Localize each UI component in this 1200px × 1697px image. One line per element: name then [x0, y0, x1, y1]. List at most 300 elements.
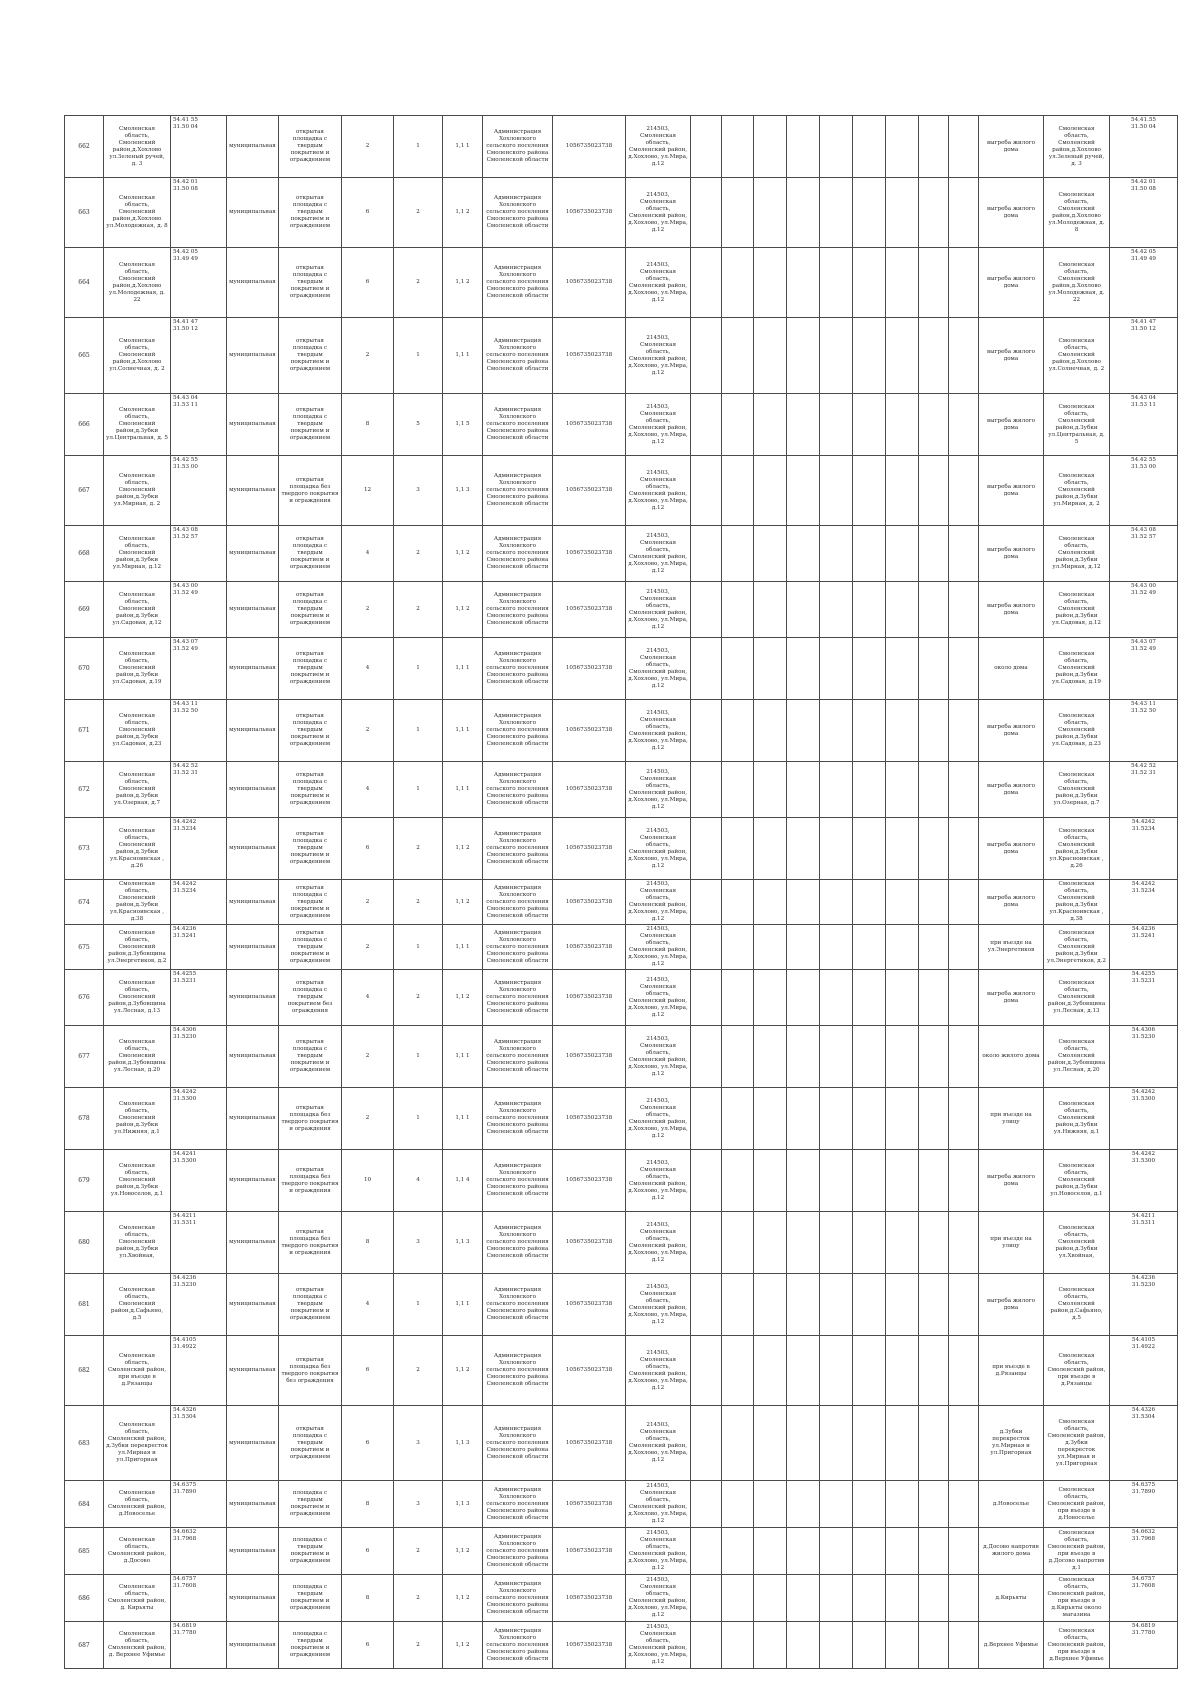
- empty-cell: [787, 925, 820, 970]
- coordinate-value: 54.4242: [1131, 1151, 1156, 1157]
- site-coordinates-cell: [171, 582, 227, 638]
- owner-org-cell: Администрация Хохловского сельского поселения Смоленского района Смоленской области: [483, 1336, 553, 1406]
- ogrn-cell: 1056735023738: [553, 1150, 626, 1212]
- owner-address-cell: 214503, Смоленская область, Смоленский район, д.Хохлово, ул.Мира, д.12: [626, 1026, 691, 1088]
- site-address-cell: Смоленская область, Смоленский район,д.Зубки ул.Садовая, д.19: [104, 638, 171, 700]
- owner-address-cell: 214503, Смоленская область, Смоленский район, д.Хохлово, ул.Мира, д.12: [626, 1481, 691, 1528]
- site-address-cell: Смоленская область, Смоленский район,д.Хохлово ул.Молодежная, д. 8: [104, 178, 171, 248]
- table-row: [65, 456, 1178, 526]
- coordinate-value: 31.52 57: [1131, 534, 1156, 540]
- empty-cell: [722, 1150, 754, 1212]
- empty-cell: [820, 1622, 853, 1669]
- coordinate-value: 31.50 04: [1131, 124, 1156, 130]
- coordinate-value: 31.7780: [1131, 1630, 1156, 1636]
- cover-type-cell: открытая площадка с твердым покрытием и ограждением: [279, 116, 342, 178]
- empty-cell: [949, 1150, 979, 1212]
- source-address-cell: Смоленская область, Смоленский район,д.Зубки ул.Красноивская , д.38: [1044, 880, 1110, 925]
- table-row: [65, 318, 1178, 394]
- owner-address-cell: 214503, Смоленская область, Смоленский район, д.Хохлово, ул.Мира, д.12: [626, 582, 691, 638]
- empty-cell: [853, 1481, 886, 1528]
- ogrn-cell: 1056735023738: [553, 762, 626, 818]
- empty-cell: [787, 880, 820, 925]
- empty-cell: [787, 700, 820, 762]
- empty-cell: [820, 456, 853, 526]
- empty-cell: [820, 178, 853, 248]
- empty-cell: [754, 1481, 787, 1528]
- owner-org-cell: Администрация Хохловского сельского поселения Смоленского района Смоленской области: [483, 178, 553, 248]
- row-number-cell: 677: [65, 1026, 104, 1088]
- empty-cell: [919, 1088, 949, 1150]
- empty-cell: [722, 1026, 754, 1088]
- coordinate-value: 31.52 49: [1131, 646, 1156, 652]
- source-address-cell: Смоленская область, Смоленский район, д.Зубки перекресток ул.Мирная и ул.Пригорная: [1044, 1406, 1110, 1481]
- owner-org-cell: Администрация Хохловского сельского поселения Смоленского района Смоленской области: [483, 318, 553, 394]
- empty-cell: [949, 970, 979, 1026]
- source-coordinates-cell: [1110, 970, 1178, 1026]
- empty-cell: [886, 318, 919, 394]
- empty-cell: [919, 1274, 949, 1336]
- site-address-cell: Смоленская область, Смоленский район,д.Зубки ул.Садовая, д.12: [104, 582, 171, 638]
- area-cell: 8: [342, 394, 394, 456]
- row-number-cell: 684: [65, 1481, 104, 1528]
- empty-cell: [820, 582, 853, 638]
- empty-cell: [919, 1212, 949, 1274]
- cover-type-cell: открытая площадка с твердым покрытием и ограждением: [279, 248, 342, 318]
- owner-address-cell: 214503, Смоленская область, Смоленский район, д.Хохлово, ул.Мира, д.12: [626, 818, 691, 880]
- bin-volume-cell: 1,1 1: [443, 925, 483, 970]
- empty-cell: [722, 1212, 754, 1274]
- empty-cell: [691, 178, 722, 248]
- coordinate-value: 31.50 12: [173, 326, 198, 332]
- empty-cell: [949, 1026, 979, 1088]
- owner-address-cell: 214503, Смоленская область, Смоленский район, д.Хохлово, ул.Мира, д.12: [626, 456, 691, 526]
- ogrn-cell: 1056735023738: [553, 1481, 626, 1528]
- cover-type-cell: открытая площадка без твердого покрытия и ограждения: [279, 1088, 342, 1150]
- source-address-cell: Смоленская область, Смоленский район,д.Зубовщина ул.Лесная, д.13: [1044, 970, 1110, 1026]
- bins-count-cell: 2: [394, 1336, 443, 1406]
- empty-cell: [691, 394, 722, 456]
- empty-cell: [691, 1274, 722, 1336]
- empty-cell: [820, 762, 853, 818]
- area-cell: 2: [342, 880, 394, 925]
- coordinate-value: 31.52 49: [1131, 590, 1156, 596]
- owner-address-cell: 214503, Смоленская область, Смоленский район, д.Хохлово, ул.Мира, д.12: [626, 762, 691, 818]
- waste-source-cell: около дома: [979, 638, 1044, 700]
- coordinate-value: 31.52 50: [173, 708, 198, 714]
- site-coordinates-cell: [171, 1575, 227, 1622]
- owner-org-cell: Администрация Хохловского сельского поселения Смоленского района Смоленской области: [483, 1274, 553, 1336]
- area-cell: 6: [342, 1528, 394, 1575]
- ogrn-cell: 1056735023738: [553, 582, 626, 638]
- owner-address-cell: 214503, Смоленская область, Смоленский район, д.Хохлово, ул.Мира, д.12: [626, 116, 691, 178]
- bin-volume-cell: 1,1 2: [443, 1575, 483, 1622]
- bins-count-cell: 2: [394, 1528, 443, 1575]
- empty-cell: [853, 1026, 886, 1088]
- source-coordinates-cell: [1110, 700, 1178, 762]
- empty-cell: [820, 1026, 853, 1088]
- empty-cell: [691, 1406, 722, 1481]
- owner-address-cell: 214503, Смоленская область, Смоленский район, д.Хохлово, ул.Мира, д.12: [626, 526, 691, 582]
- coordinate-value: 31.7890: [173, 1489, 197, 1495]
- area-cell: 2: [342, 1026, 394, 1088]
- source-address-cell: Смоленская область, Смоленский район,д.Хохлово ул.Молодежная, д. 22: [1044, 248, 1110, 318]
- empty-cell: [820, 1575, 853, 1622]
- area-cell: 8: [342, 1575, 394, 1622]
- row-number-cell: 685: [65, 1528, 104, 1575]
- ogrn-cell: 1056735023738: [553, 925, 626, 970]
- empty-cell: [754, 1406, 787, 1481]
- coordinate-value: 54.42 05: [1131, 249, 1156, 255]
- owner-address-cell: 214503, Смоленская область, Смоленский район, д.Хохлово, ул.Мира, д.12: [626, 1274, 691, 1336]
- empty-cell: [820, 394, 853, 456]
- coordinate-value: 54.4242: [1131, 881, 1156, 887]
- cover-type-cell: открытая площадка с твердым покрытием и ограждением: [279, 818, 342, 880]
- source-address-cell: Смоленская область, Смоленский район,д.Зубки ул.Мирная, д.12: [1044, 526, 1110, 582]
- empty-cell: [949, 638, 979, 700]
- coordinate-value: 31.5234: [1131, 888, 1156, 894]
- empty-cell: [722, 1336, 754, 1406]
- empty-cell: [886, 1274, 919, 1336]
- coordinate-value: 31.53 11: [173, 402, 198, 408]
- coordinate-value: 31.5231: [173, 978, 197, 984]
- area-cell: 4: [342, 970, 394, 1026]
- empty-cell: [949, 116, 979, 178]
- table-row: [65, 880, 1178, 925]
- source-coordinates-cell: [1110, 318, 1178, 394]
- source-address-cell: Смоленская область, Смоленский район,д.Зубки ул.Новоселов, д.1: [1044, 1150, 1110, 1212]
- empty-cell: [691, 582, 722, 638]
- row-number-cell: 687: [65, 1622, 104, 1669]
- empty-cell: [754, 1575, 787, 1622]
- empty-cell: [722, 1528, 754, 1575]
- owner-org-cell: Администрация Хохловского сельского поселения Смоленского района Смоленской области: [483, 1528, 553, 1575]
- empty-cell: [787, 1528, 820, 1575]
- owner-address-cell: 214503, Смоленская область, Смоленский район, д.Хохлово, ул.Мира, д.12: [626, 638, 691, 700]
- site-coordinates-cell: [171, 178, 227, 248]
- site-address-cell: Смоленская область, Смоленский район,д.Зубки ул.Новоселов, д.1: [104, 1150, 171, 1212]
- table-row: [65, 1336, 1178, 1406]
- cover-type-cell: площадка с твердым покрытием и ограждением: [279, 1481, 342, 1528]
- empty-cell: [787, 638, 820, 700]
- coordinate-value: 31.52 49: [173, 646, 198, 652]
- row-number-cell: 669: [65, 582, 104, 638]
- coordinate-value: 31.5311: [1131, 1220, 1156, 1226]
- coordinate-value: 54.41.55: [1131, 117, 1156, 123]
- owner-org-cell: Администрация Хохловского сельского поселения Смоленского района Смоленской области: [483, 762, 553, 818]
- empty-cell: [919, 1026, 949, 1088]
- site-coordinates-cell: [171, 1088, 227, 1150]
- coordinate-value: 31.53 00: [1131, 464, 1156, 470]
- site-address-cell: Смоленская область, Смоленский район,д.Зубки ул.Красноивская , д.26: [104, 818, 171, 880]
- empty-cell: [787, 526, 820, 582]
- area-cell: 2: [342, 582, 394, 638]
- ogrn-cell: 1056735023738: [553, 1528, 626, 1575]
- bin-volume-cell: 1,1 1: [443, 318, 483, 394]
- waste-source-cell: д.Верхнее Уфимье: [979, 1622, 1044, 1669]
- bin-volume-cell: 1,1 1: [443, 1088, 483, 1150]
- site-address-cell: Смоленская область, Смоленский район,д.Хохлово ул.Зеленый ручей, д. 3: [104, 116, 171, 178]
- bins-count-cell: 1: [394, 1026, 443, 1088]
- empty-cell: [722, 970, 754, 1026]
- ogrn-cell: 1056735023738: [553, 1212, 626, 1274]
- ogrn-cell: 1056735023738: [553, 248, 626, 318]
- empty-cell: [886, 178, 919, 248]
- owner-org-cell: Администрация Хохловского сельского поселения Смоленского района Смоленской области: [483, 248, 553, 318]
- empty-cell: [949, 394, 979, 456]
- empty-cell: [722, 638, 754, 700]
- empty-cell: [886, 762, 919, 818]
- empty-cell: [949, 1336, 979, 1406]
- coordinate-value: 31.52 49: [173, 590, 198, 596]
- coordinate-value: 54.4255: [1131, 971, 1156, 977]
- coordinate-value: 31.52 50: [1131, 708, 1156, 714]
- ownership-cell: муниципальная: [227, 1406, 279, 1481]
- empty-cell: [754, 1622, 787, 1669]
- table-row: [65, 1212, 1178, 1274]
- coordinate-value: 54.4236: [1131, 1275, 1156, 1281]
- source-coordinates-cell: [1110, 248, 1178, 318]
- source-coordinates-cell: [1110, 880, 1178, 925]
- coordinate-value: 31.5300: [173, 1158, 197, 1164]
- ownership-cell: муниципальная: [227, 178, 279, 248]
- bins-count-cell: 2: [394, 248, 443, 318]
- bin-volume-cell: 1,1 3: [443, 1212, 483, 1274]
- cover-type-cell: открытая площадка с твердым покрытием и ограждением: [279, 638, 342, 700]
- bins-count-cell: 1: [394, 925, 443, 970]
- empty-cell: [886, 1622, 919, 1669]
- empty-cell: [853, 178, 886, 248]
- owner-org-cell: Администрация Хохловского сельского поселения Смоленского района Смоленской области: [483, 1088, 553, 1150]
- row-number-cell: 676: [65, 970, 104, 1026]
- area-cell: 8: [342, 1481, 394, 1528]
- bin-volume-cell: 1,1 1: [443, 700, 483, 762]
- registry-sheet: [64, 115, 1178, 1669]
- empty-cell: [722, 1575, 754, 1622]
- empty-cell: [886, 925, 919, 970]
- cover-type-cell: открытая площадка с твердым покрытием и ограждением: [279, 925, 342, 970]
- empty-cell: [754, 880, 787, 925]
- site-address-cell: Смоленская область, Смоленский район, при въезде в д.Рязанцы: [104, 1336, 171, 1406]
- row-number-cell: 662: [65, 116, 104, 178]
- empty-cell: [787, 1212, 820, 1274]
- coordinate-value: 54.43 07: [1131, 639, 1156, 645]
- coordinate-value: 31.5234: [1131, 826, 1156, 832]
- empty-cell: [919, 1336, 949, 1406]
- row-number-cell: 673: [65, 818, 104, 880]
- row-number-cell: 664: [65, 248, 104, 318]
- empty-cell: [886, 1575, 919, 1622]
- empty-cell: [787, 1622, 820, 1669]
- ogrn-cell: 1056735023738: [553, 970, 626, 1026]
- source-address-cell: Смоленская область, Смоленский район, при въезде в д.Верхнее Уфимье: [1044, 1622, 1110, 1669]
- row-number-cell: 675: [65, 925, 104, 970]
- bin-volume-cell: 1,1 2: [443, 1528, 483, 1575]
- site-coordinates-cell: [171, 1481, 227, 1528]
- empty-cell: [754, 1150, 787, 1212]
- coordinate-value: 31.7968: [1131, 1536, 1156, 1542]
- empty-cell: [691, 762, 722, 818]
- coordinate-value: 54.6819: [173, 1623, 197, 1629]
- empty-cell: [949, 1212, 979, 1274]
- empty-cell: [691, 970, 722, 1026]
- empty-cell: [820, 1481, 853, 1528]
- coordinate-value: 31.50 08: [1131, 186, 1156, 192]
- cover-type-cell: открытая площадка с твердым покрытием и ограждением: [279, 762, 342, 818]
- coordinate-value: 31.5231: [1131, 978, 1156, 984]
- empty-cell: [919, 762, 949, 818]
- coordinate-value: 54.43 00: [1131, 583, 1156, 589]
- source-coordinates-cell: [1110, 1150, 1178, 1212]
- coordinate-value: 54.42 05: [173, 249, 198, 255]
- coordinate-value: 54.4306: [173, 1027, 197, 1033]
- ogrn-cell: 1056735023738: [553, 1026, 626, 1088]
- source-address-cell: Смоленская область, Смоленский район,д.Зубки ул.Садовая, д.12: [1044, 582, 1110, 638]
- source-address-cell: Смоленская область, Смоленский район,д.Хохлово ул.Солнечная, д. 2: [1044, 318, 1110, 394]
- bin-volume-cell: 1,1 3: [443, 1481, 483, 1528]
- empty-cell: [754, 116, 787, 178]
- waste-source-cell: выгреба жилого дома: [979, 456, 1044, 526]
- ownership-cell: муниципальная: [227, 1088, 279, 1150]
- bin-volume-cell: 1,1 2: [443, 178, 483, 248]
- empty-cell: [919, 318, 949, 394]
- empty-cell: [691, 1212, 722, 1274]
- cover-type-cell: открытая площадка с твердым покрытием и ограждением: [279, 880, 342, 925]
- coordinate-value: 54.4255: [173, 971, 197, 977]
- owner-org-cell: Администрация Хохловского сельского поселения Смоленского района Смоленской области: [483, 700, 553, 762]
- site-address-cell: Смоленская область, Смоленский район,д.Зубовщина ул.Лесная, д.13: [104, 970, 171, 1026]
- empty-cell: [949, 248, 979, 318]
- source-address-cell: Смоленская область, Смоленский район,д.Зубки ул.Нижняя, д.1: [1044, 1088, 1110, 1150]
- owner-org-cell: Администрация Хохловского сельского поселения Смоленского района Смоленской области: [483, 1575, 553, 1622]
- owner-org-cell: Администрация Хохловского сельского поселения Смоленского района Смоленской области: [483, 1481, 553, 1528]
- coordinate-value: 31.49 49: [173, 256, 198, 262]
- empty-cell: [820, 1212, 853, 1274]
- waste-source-cell: выгреба жилого дома: [979, 1150, 1044, 1212]
- empty-cell: [949, 526, 979, 582]
- source-coordinates-cell: [1110, 1026, 1178, 1088]
- empty-cell: [691, 1026, 722, 1088]
- empty-cell: [919, 1528, 949, 1575]
- source-coordinates-cell: [1110, 1481, 1178, 1528]
- empty-cell: [691, 318, 722, 394]
- empty-cell: [919, 925, 949, 970]
- coordinate-value: 31.5304: [1131, 1414, 1156, 1420]
- source-address-cell: Смоленская область, Смоленский район, при въезде в д.Кирьяты около магазина: [1044, 1575, 1110, 1622]
- bins-count-cell: 3: [394, 1212, 443, 1274]
- empty-cell: [691, 1150, 722, 1212]
- empty-cell: [886, 394, 919, 456]
- site-address-cell: Смоленская область, Смоленский район,д.Хохлово ул.Солнечная, д. 2: [104, 318, 171, 394]
- coordinate-value: 54.4105: [1131, 1337, 1156, 1343]
- source-address-cell: Смоленская область, Смоленский район,д.Хохлово ул.Зеленый ручей, д. 3: [1044, 116, 1110, 178]
- empty-cell: [886, 1150, 919, 1212]
- owner-address-cell: 214503, Смоленская область, Смоленский район, д.Хохлово, ул.Мира, д.12: [626, 394, 691, 456]
- source-address-cell: Смоленская область, Смоленский район,д.Зубки ул.Центральная, д. 5: [1044, 394, 1110, 456]
- site-coordinates-cell: [171, 762, 227, 818]
- empty-cell: [820, 818, 853, 880]
- ownership-cell: муниципальная: [227, 700, 279, 762]
- empty-cell: [886, 1026, 919, 1088]
- area-cell: 4: [342, 762, 394, 818]
- empty-cell: [886, 880, 919, 925]
- bins-count-cell: 2: [394, 1575, 443, 1622]
- empty-cell: [787, 1274, 820, 1336]
- area-cell: 6: [342, 1336, 394, 1406]
- row-number-cell: 667: [65, 456, 104, 526]
- empty-cell: [722, 818, 754, 880]
- empty-cell: [722, 178, 754, 248]
- table-row: [65, 394, 1178, 456]
- coordinate-value: 54.43 11: [173, 701, 198, 707]
- row-number-cell: 686: [65, 1575, 104, 1622]
- source-coordinates-cell: [1110, 1406, 1178, 1481]
- empty-cell: [919, 116, 949, 178]
- empty-cell: [754, 1212, 787, 1274]
- empty-cell: [691, 925, 722, 970]
- bin-volume-cell: 1,1 2: [443, 582, 483, 638]
- bins-count-cell: 1: [394, 638, 443, 700]
- row-number-cell: 668: [65, 526, 104, 582]
- empty-cell: [787, 762, 820, 818]
- area-cell: 2: [342, 116, 394, 178]
- empty-cell: [886, 970, 919, 1026]
- owner-org-cell: Администрация Хохловского сельского поселения Смоленского района Смоленской области: [483, 526, 553, 582]
- ownership-cell: муниципальная: [227, 1528, 279, 1575]
- source-address-cell: Смоленская область, Смоленский район, при въезде в д.Рязанцы: [1044, 1336, 1110, 1406]
- coordinate-value: 54.4306: [1131, 1027, 1156, 1033]
- source-coordinates-cell: [1110, 638, 1178, 700]
- site-address-cell: Смоленская область, Смоленский район, д. Верхнее Уфимье: [104, 1622, 171, 1669]
- waste-source-cell: выгреба жилого дома: [979, 700, 1044, 762]
- cover-type-cell: открытая площадка с твердым покрытием и ограждением: [279, 1406, 342, 1481]
- empty-cell: [754, 700, 787, 762]
- coordinate-value: 54.4242: [173, 1089, 197, 1095]
- source-coordinates-cell: [1110, 116, 1178, 178]
- coordinate-value: 54.4236: [173, 1275, 197, 1281]
- owner-org-cell: Администрация Хохловского сельского поселения Смоленского района Смоленской области: [483, 1406, 553, 1481]
- coordinate-value: 54.4236: [173, 926, 197, 932]
- empty-cell: [754, 1528, 787, 1575]
- owner-org-cell: Администрация Хохловского сельского поселения Смоленского района Смоленской области: [483, 880, 553, 925]
- source-coordinates-cell: [1110, 818, 1178, 880]
- site-address-cell: Смоленская область, Смоленский район,д.Зубовщина ул.Энергетиков, д.2: [104, 925, 171, 970]
- owner-address-cell: 214503, Смоленская область, Смоленский район, д.Хохлово, ул.Мира, д.12: [626, 700, 691, 762]
- empty-cell: [820, 1406, 853, 1481]
- ownership-cell: муниципальная: [227, 1212, 279, 1274]
- owner-address-cell: 214503, Смоленская область, Смоленский район, д.Хохлово, ул.Мира, д.12: [626, 1575, 691, 1622]
- bin-volume-cell: 1,1 3: [443, 456, 483, 526]
- empty-cell: [853, 1212, 886, 1274]
- empty-cell: [853, 638, 886, 700]
- site-coordinates-cell: [171, 700, 227, 762]
- site-address-cell: Смоленская область, Смоленский район,д.Зубовщина ул.Лесная, д.20: [104, 1026, 171, 1088]
- coordinate-value: 54.4326: [1131, 1407, 1156, 1413]
- waste-source-cell: выгреба жилого дома: [979, 116, 1044, 178]
- empty-cell: [886, 1481, 919, 1528]
- cover-type-cell: открытая площадка с твердым покрытием и ограждением: [279, 394, 342, 456]
- coordinate-value: 31.7890: [1131, 1489, 1156, 1495]
- ogrn-cell: 1056735023738: [553, 818, 626, 880]
- empty-cell: [919, 1150, 949, 1212]
- coordinate-value: 54.4242: [173, 881, 197, 887]
- coordinate-value: 54.4211: [1131, 1213, 1156, 1219]
- owner-org-cell: Администрация Хохловского сельского поселения Смоленского района Смоленской области: [483, 970, 553, 1026]
- ogrn-cell: 1056735023738: [553, 526, 626, 582]
- coordinate-value: 54.6375: [173, 1482, 197, 1488]
- empty-cell: [886, 248, 919, 318]
- empty-cell: [722, 582, 754, 638]
- coordinate-value: 54.6757: [1131, 1576, 1156, 1582]
